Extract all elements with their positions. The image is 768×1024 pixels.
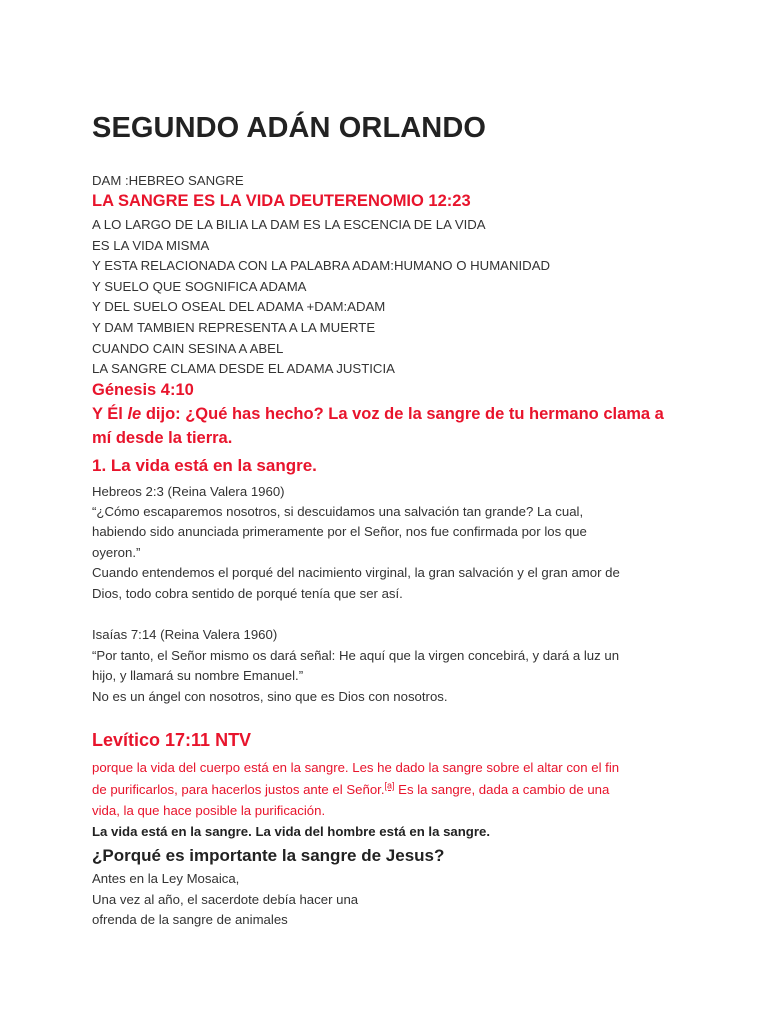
section-heading-importance: ¿Porqué es importante la sangre de Jesus? <box>92 846 445 865</box>
intro-body-line: LA SANGRE CLAMA DESDE EL ADAMA JUSTICIA <box>92 361 395 376</box>
footnote-link[interactable]: [a] <box>384 780 395 791</box>
hebrews-quote-line: oyeron.” <box>92 545 141 560</box>
intro-body-line: Y SUELO QUE SOGNIFICA ADAMA <box>92 279 307 294</box>
leviticus-verse-line: vida, la que hace posible la purificación. <box>92 803 326 818</box>
intro-body-line: ES LA VIDA MISMA <box>92 238 210 253</box>
isaiah-quote-line: “Por tanto, el Señor mismo os dará señal: He aquí que la virgen concebirá, y dará a luz un <box>92 648 620 663</box>
commentary-line: Cuando entendemos el porqué del nacimiento virginal, la gran salvación y el gran amor de <box>92 565 620 580</box>
leviticus-summary: La vida está en la sangre. La vida del hombre está en la sangre. <box>92 824 490 839</box>
genesis-verse-italic: le <box>127 405 142 423</box>
hebrews-quote-line: habiendo sido anunciada primeramente por el Señor, nos fue confirmada por los que <box>92 524 587 539</box>
intro-body-line: Y DEL SUELO OSEAL DEL ADAMA +DAM:ADAM <box>92 299 386 314</box>
leviticus-verse-text: Es la sangre, dada a cambio de una <box>394 782 610 797</box>
leviticus-verse-text: de purificarlos, para hacerlos justos ante el Señor. <box>92 782 385 797</box>
hebrews-quote-line: “¿Cómo escaparemos nosotros, si descuidamos una salvación tan grande? La cual, <box>92 504 584 519</box>
section2-line: ofrenda de la sangre de animales <box>92 912 288 927</box>
footnote-marker <box>385 781 395 791</box>
page-title: SEGUNDO ADÁN ORLANDO <box>92 112 487 144</box>
intro-body-line: Y DAM TAMBIEN REPRESENTA A LA MUERTE <box>92 320 376 335</box>
blood-life-heading: LA SANGRE ES LA VIDA DEUTERENOMIO 12:23 <box>92 192 471 210</box>
genesis-verse-text: dijo: ¿Qué has hecho? La voz de la sangre de tu hermano clama a <box>141 405 664 423</box>
isaiah-reference: Isaías 7:14 (Reina Valera 1960) <box>92 627 278 642</box>
section2-line: Una vez al año, el sacerdote debía hacer una <box>92 892 359 907</box>
commentary-line: Dios, todo cobra sentido de porqué tenía que ser así. <box>92 586 403 601</box>
hebrews-reference: Hebreos 2:3 (Reina Valera 1960) <box>92 484 285 499</box>
leviticus-verse-line: porque la vida del cuerpo está en la sangre. Les he dado la sangre sobre el altar con el fin <box>92 760 620 775</box>
section2-line: Antes en la Ley Mosaica, <box>92 871 240 886</box>
genesis-verse-text: Y Él <box>92 405 128 423</box>
genesis-reference: Génesis 4:10 <box>92 381 194 399</box>
genesis-verse-line <box>92 405 664 424</box>
section-heading-life-in-blood: 1. La vida está en la sangre. <box>92 456 317 475</box>
genesis-verse-line: mí desde la tierra. <box>92 429 233 447</box>
leviticus-reference: Levítico 17:11 NTV <box>92 730 252 750</box>
intro-body-line: CUANDO CAIN SESINA A ABEL <box>92 341 284 356</box>
intro-body-line: Y ESTA RELACIONADA CON LA PALABRA ADAM:HUMANO O HUMANIDAD <box>92 258 551 273</box>
leviticus-verse-line <box>92 780 609 801</box>
isaiah-quote-line: hijo, y llamará su nombre Emanuel.” <box>92 668 304 683</box>
intro-line: DAM :HEBREO SANGRE <box>92 173 244 188</box>
intro-body-line: A LO LARGO DE LA BILIA LA DAM ES LA ESCENCIA DE LA VIDA <box>92 217 486 232</box>
isaiah-commentary: No es un ángel con nosotros, sino que es Dios con nosotros. <box>92 689 448 704</box>
